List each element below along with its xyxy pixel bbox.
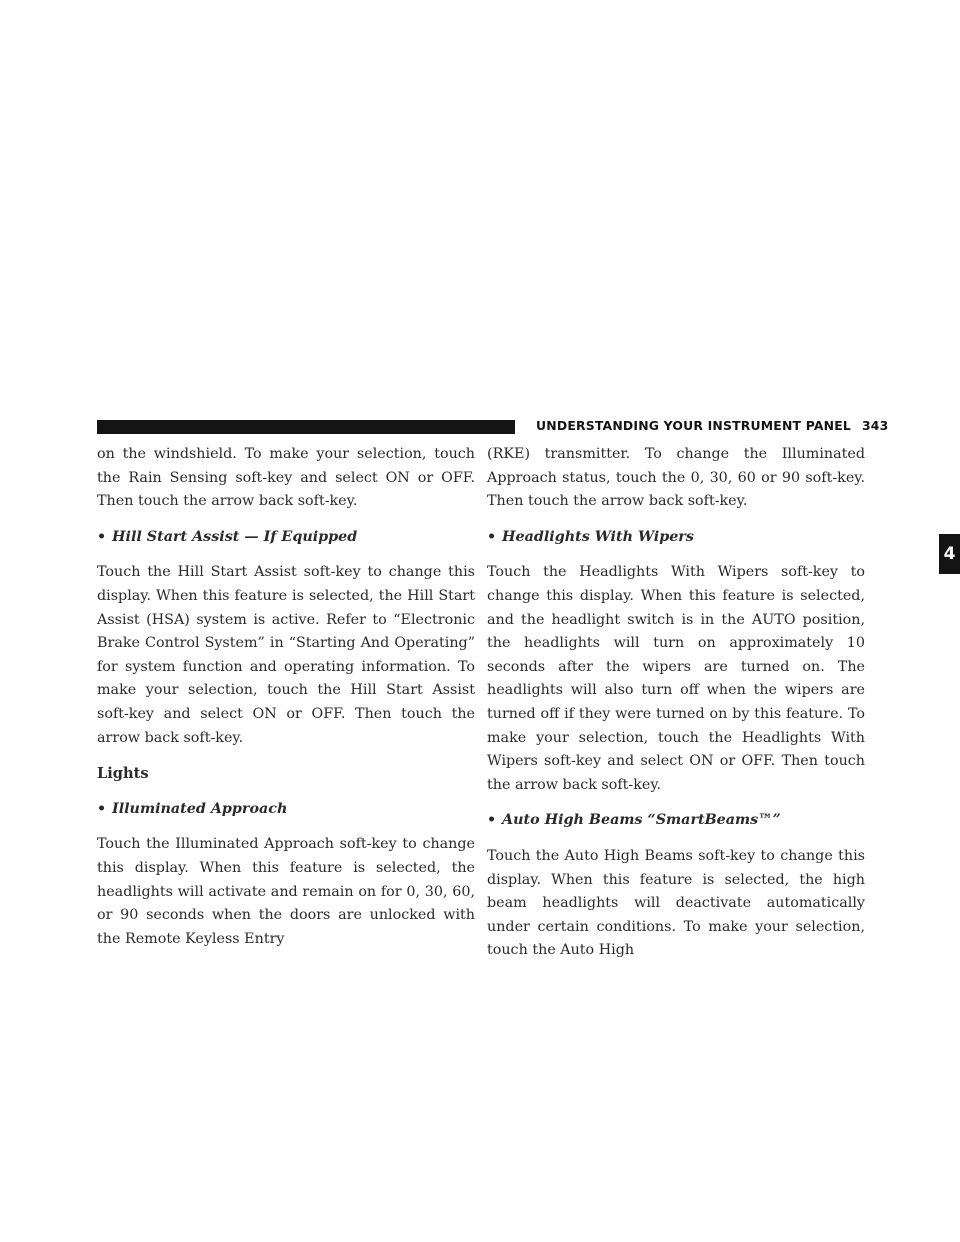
page-number: 343 (861, 418, 889, 433)
bullet-label: Headlights With Wipers (502, 528, 694, 545)
section-title: UNDERSTANDING YOUR INSTRUMENT PANEL (536, 418, 851, 433)
bullet-label: Auto High Beams “SmartBeams™” (502, 812, 781, 829)
paragraph: Touch the Hill Start Assist soft-key to change this display. When this feature is selected, the Hill Start Assist (HSA) system is active. Refer to “Electronic Brake Control System” in “Starting And Operating” for system function and operating information. To make your selection, touch the Hill Start Assist soft-key and select ON or OFF. Then touch the arrow back soft-key. (97, 564, 475, 746)
bullet-icon: • (487, 812, 497, 829)
chapter-tab: 4 (939, 534, 960, 574)
bullet-icon: • (97, 528, 107, 545)
header-rule (97, 420, 515, 434)
bullet-icon: • (97, 800, 107, 817)
bullet-item-headlights-with-wipers (487, 526, 865, 550)
section-heading: Lights (97, 765, 149, 783)
bullet-label: Illuminated Approach (112, 800, 288, 817)
paragraph: Touch the Headlights With Wipers soft-key to change this display. When this feature is selected, and the headlight switch is in the AUTO position, the headlights will turn on approximately 10 seconds after the wipers are turned on. The headlights will also turn off when the wipers are turned off if they were turned on by this feature. To make your selection, touch the Headlights With Wipers soft-key and select ON or OFF. Then touch the arrow back soft-key. (487, 564, 865, 793)
right-column (487, 443, 865, 975)
paragraph: on the windshield. To make your selection, touch the Rain Sensing soft-key and select ON or OFF. Then touch the arrow back soft-key. (97, 446, 475, 510)
running-header (536, 418, 889, 433)
paragraph: Touch the Auto High Beams soft-key to change this display. When this feature is selected, the high beam headlights will deactivate automatically under certain conditions. To make your selection, touch the Auto High (487, 847, 865, 959)
bullet-label: Hill Start Assist — If Equipped (112, 528, 358, 545)
bullet-item-auto-high-beams (487, 809, 865, 833)
left-column (97, 443, 475, 963)
paragraph: (RKE) transmitter. To change the Illuminated Approach status, touch the 0, 30, 60 or 90 soft-key. Then touch the arrow back soft-key. (487, 446, 865, 510)
paragraph: Touch the Illuminated Approach soft-key to change this display. When this feature is selected, the headlights will activate and remain on for 0, 30, 60, or 90 seconds when the doors are unlocked with the Remote Keyless Entry (97, 836, 475, 947)
bullet-icon: • (487, 528, 497, 545)
bullet-item-illuminated-approach (97, 798, 475, 822)
bullet-item-hill-start-assist (97, 526, 475, 550)
